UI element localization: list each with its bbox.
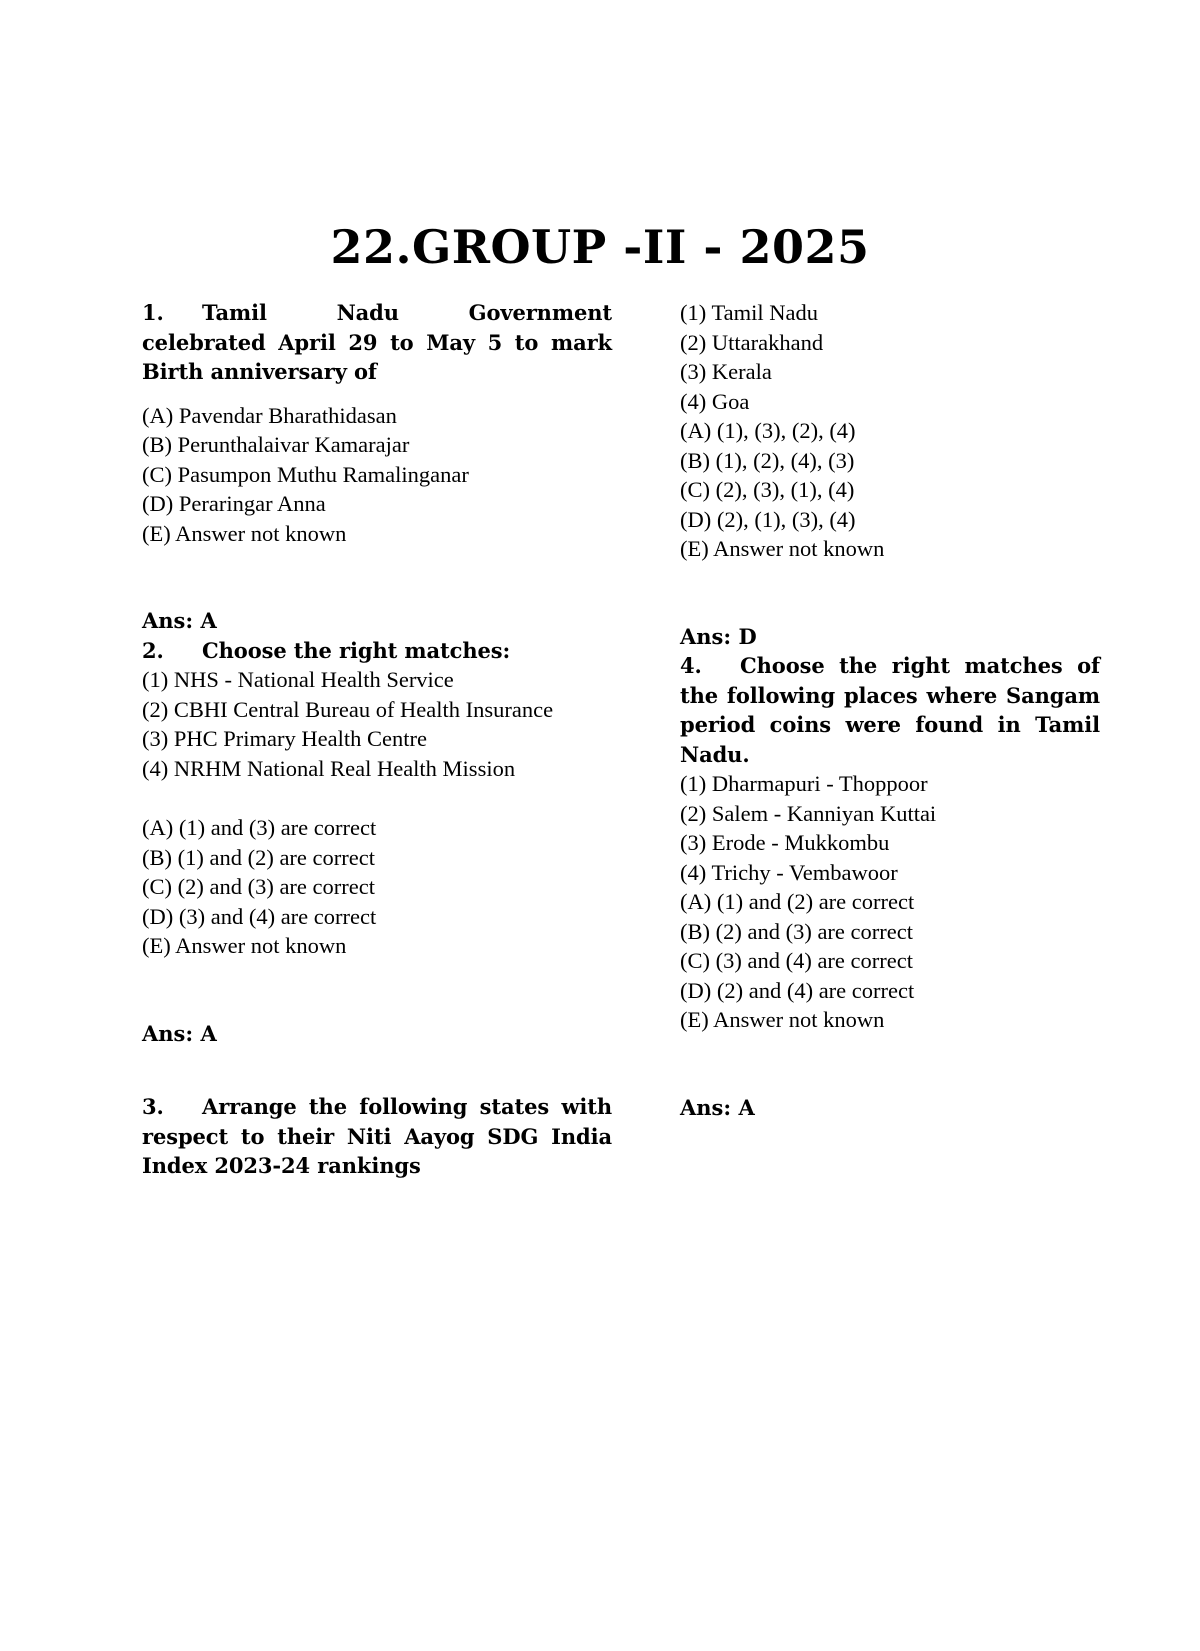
question-2-option-a[interactable]: (A) (1) and (3) are correct xyxy=(142,815,377,840)
question-3-stem xyxy=(142,1092,612,1181)
spacer xyxy=(142,1048,612,1092)
question-1-answer: Ans: A xyxy=(142,608,217,633)
question-4-stem xyxy=(680,651,1100,769)
question-3-number: 3. xyxy=(142,1094,164,1119)
question-1-option-d[interactable]: (D) Peraringar Anna xyxy=(142,491,326,516)
question-2-stem xyxy=(142,636,612,666)
question-1-stem xyxy=(142,298,612,387)
question-4-item-1: (1) Dharmapuri - Thoppoor xyxy=(680,771,928,796)
question-4-item-4: (4) Trichy - Vembawoor xyxy=(680,859,898,885)
question-4-number: 4. xyxy=(680,653,702,678)
question-2-option-e[interactable]: (E) Answer not known xyxy=(142,933,347,958)
question-1-option-e[interactable]: (E) Answer not known xyxy=(142,520,347,546)
question-2-number: 2. xyxy=(142,637,164,663)
question-1-option-c[interactable]: (C) Pasumpon Muthu Ramalinganar xyxy=(142,461,469,487)
question-4-option-d[interactable]: (D) (2) and (4) are correct xyxy=(680,977,915,1003)
question-3-continued-block xyxy=(680,298,1100,651)
question-3-text: Arrange the following states with respect to their Niti Aayog SDG India Index 2023-24 rankings xyxy=(142,1094,612,1178)
spacer xyxy=(142,961,612,1019)
question-3-item-4: (4) Goa xyxy=(680,388,750,414)
question-2-item-1: (1) NHS - National Health Service xyxy=(142,667,454,692)
question-2-item-4: (4) NRHM National Real Health Mission xyxy=(142,755,516,781)
question-4-option-c[interactable]: (C) (3) and (4) are correct xyxy=(680,948,913,973)
question-1-option-b[interactable]: (B) Perunthalaivar Kamarajar xyxy=(142,432,410,457)
question-2-option-d[interactable]: (D) (3) and (4) are correct xyxy=(142,903,377,929)
question-3-option-b[interactable]: (B) (1), (2), (4), (3) xyxy=(680,447,855,473)
question-4-block xyxy=(680,651,1100,1122)
question-4-item-3: (3) Erode - Mukkombu xyxy=(680,830,890,855)
page-title: 22.GROUP -II - 2025 xyxy=(330,220,870,274)
question-3-answer: Ans: D xyxy=(680,623,757,649)
question-1-number: 1. xyxy=(142,300,164,325)
spacer xyxy=(680,1035,1100,1093)
spacer xyxy=(142,387,612,401)
right-column xyxy=(680,298,1100,1122)
question-4-answer: Ans: A xyxy=(680,1094,755,1120)
question-1-option-a[interactable]: (A) Pavendar Bharathidasan xyxy=(142,402,397,428)
question-1-block xyxy=(142,298,612,636)
left-column xyxy=(142,298,612,1181)
question-4-option-b[interactable]: (B) (2) and (3) are correct xyxy=(680,918,913,944)
question-4-option-e[interactable]: (E) Answer not known xyxy=(680,1007,885,1032)
question-3-item-1: (1) Tamil Nadu xyxy=(680,300,818,325)
question-3-option-e[interactable]: (E) Answer not known xyxy=(680,536,885,561)
question-3-item-3: (3) Kerala xyxy=(680,359,772,384)
question-4-option-a[interactable]: (A) (1) and (2) are correct xyxy=(680,889,915,914)
question-4-item-2: (2) Salem - Kanniyan Kuttai xyxy=(680,800,937,826)
question-3-item-2: (2) Uttarakhand xyxy=(680,329,824,355)
question-2-text: Choose the right matches: xyxy=(202,637,511,663)
question-3-option-d[interactable]: (D) (2), (1), (3), (4) xyxy=(680,506,856,532)
question-2-option-b[interactable]: (B) (1) and (2) are correct xyxy=(142,844,375,870)
question-2-item-3: (3) PHC Primary Health Centre xyxy=(142,726,427,751)
spacer xyxy=(680,564,1100,622)
question-3-option-c[interactable]: (C) (2), (3), (1), (4) xyxy=(680,477,855,502)
spacer xyxy=(142,783,612,813)
question-4-text: Choose the right matches of the following places where Sangam period coins were found in Tamil Nadu. xyxy=(680,653,1100,767)
question-2-option-c[interactable]: (C) (2) and (3) are correct xyxy=(142,874,375,899)
question-2-item-2: (2) CBHI Central Bureau of Health Insurance xyxy=(142,696,554,722)
question-2-block xyxy=(142,636,612,1049)
question-3-block xyxy=(142,1092,612,1181)
question-2-answer: Ans: A xyxy=(142,1020,217,1046)
question-1-text: Tamil Nadu Government celebrated April 29 to May 5 to mark Birth anniversary of xyxy=(142,300,612,384)
spacer xyxy=(142,548,612,606)
two-column-body xyxy=(0,298,1200,1181)
question-3-option-a[interactable]: (A) (1), (3), (2), (4) xyxy=(680,418,856,443)
